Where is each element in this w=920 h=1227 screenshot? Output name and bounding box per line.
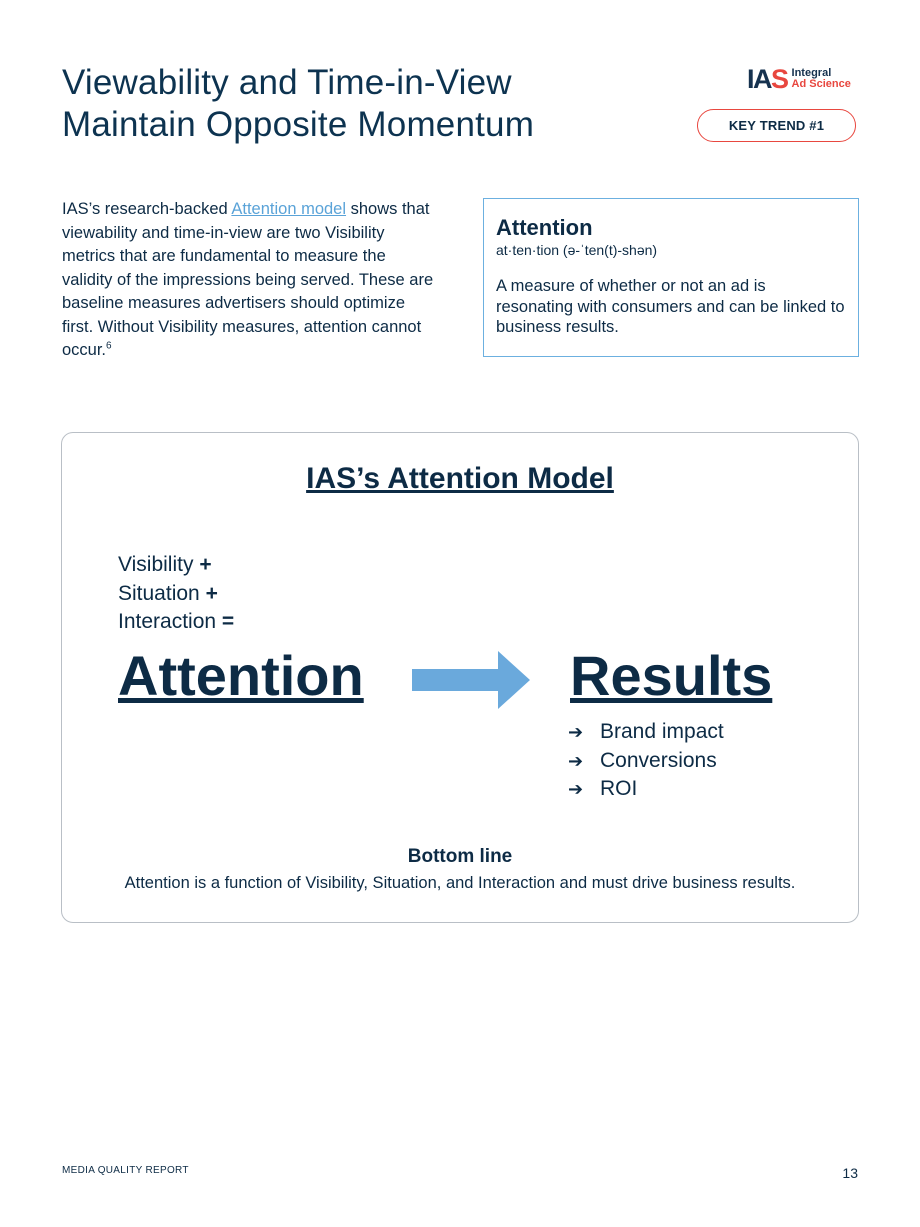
logo-wordmark: Integral Ad Science — [791, 67, 851, 90]
attention-model-link[interactable]: Attention model — [231, 200, 347, 218]
attention-model-panel — [61, 432, 859, 923]
results-heading: Results — [570, 644, 773, 707]
arrow-right-icon: ➔ — [568, 722, 584, 742]
result-item: ➔ Conversions — [568, 747, 724, 776]
definition-pronunciation: at·ten·tion (ə-ˈten(t)-shən) — [496, 242, 658, 258]
result-item: ➔ Brand impact — [568, 718, 724, 747]
definition-box — [483, 198, 859, 357]
footnote-ref: 6 — [106, 340, 112, 352]
attention-heading: Attention — [118, 644, 364, 707]
results-list — [568, 718, 724, 804]
page-number: 13 — [842, 1165, 858, 1181]
arrow-right-icon: ➔ — [568, 779, 584, 799]
title-line-1: Viewability and Time-in-View — [62, 63, 512, 102]
arrow-right-icon: ➔ — [568, 750, 584, 771]
ias-logo — [747, 66, 851, 92]
key-trend-badge: KEY TREND #1 — [697, 109, 856, 142]
definition-word: Attention — [496, 215, 593, 240]
factor-item: Interaction = — [118, 610, 235, 633]
bottom-line-text: Attention is a function of Visibility, Situation, and Interaction and must drive business results. — [124, 874, 796, 892]
footer-report-name: MEDIA QUALITY REPORT — [62, 1165, 189, 1176]
bottom-line-heading: Bottom line — [407, 846, 513, 867]
factor-list — [118, 551, 234, 637]
intro-paragraph: IAS’s research-backed Attention model shows that viewability and time-in-view are two Visibility metrics that are fundamental to measure the validity of the impressions being served. These are baseline measures advertisers should optimize first. Without Visibility measures, attention cannot occur.$^6$ — [62, 200, 434, 359]
factor-item: Situation + — [118, 581, 218, 605]
page-title — [62, 62, 622, 146]
logo-mark: IAS — [747, 64, 788, 94]
title-line-2: Maintain Opposite Momentum — [62, 105, 535, 144]
model-title: IAS’s Attention Model — [306, 462, 614, 495]
definition-text: A measure of whether or not an ad is resonating with consumers and can be linked to business results. — [496, 277, 845, 336]
factor-item: Visibility + — [118, 553, 212, 576]
right-arrow-icon — [412, 651, 530, 709]
result-item: ➔ ROI — [568, 775, 724, 804]
